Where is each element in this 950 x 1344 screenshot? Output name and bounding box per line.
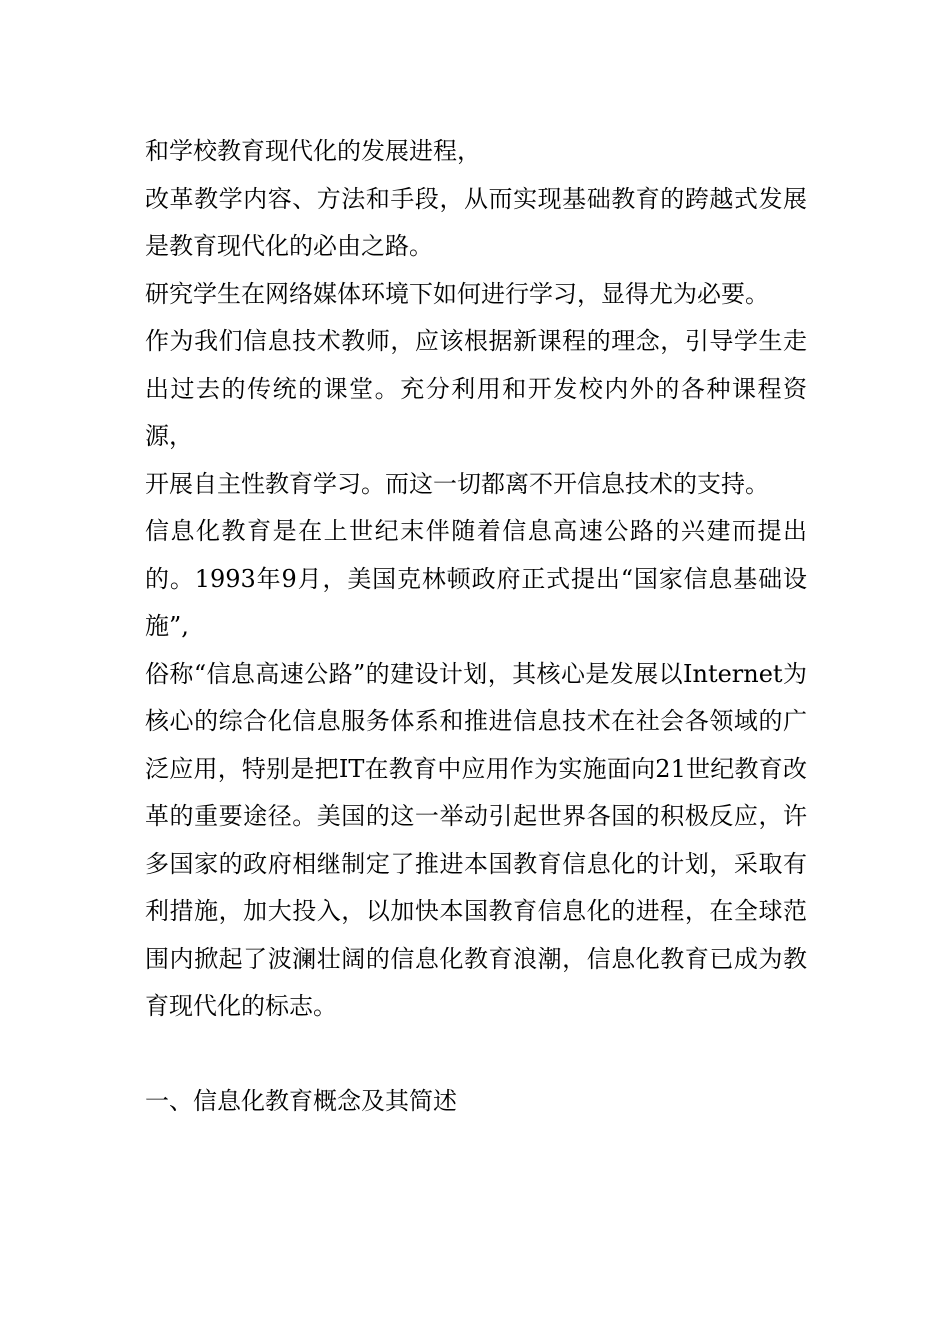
paragraph-4: 作为我们信息技术教师，应该根据新课程的理念，引导学生走出过去的传统的课堂。充分利用和开发校内外的各种课程资源，	[145, 327, 807, 450]
paragraph-3: 研究学生在网络媒体环境下如何进行学习，显得尤为必要。	[145, 279, 769, 308]
paragraph-6: 信息化教育是在上世纪末伴随着信息高速公路的兴建而提出的。1993年9月，美国克林顿政府正式提出“国家信息基础设施”,	[145, 517, 807, 640]
paragraph-5: 开展自主性教育学习。而这一切都离不开信息技术的支持。	[145, 469, 769, 498]
paragraph-7: 俗称“信息高速公路”的建设计划，其核心是发展以Internet为核心的综合化信息服务体系和推进信息技术在社会各领域的广泛应用，特别是把IT在教育中应用作为实施面向21世纪教育改革的重要途径。美国的这一举动引起世界各国的积极反应，许多国家的政府相继制定了推进本国教育信息化的计划，采取有利措施，加大投入，以加快本国教育信息化的进程，在全球范围内掀起了波澜壮阔的信息化教育浪潮，信息化教育已成为教育现代化的标志。	[145, 659, 807, 1020]
document-body	[145, 128, 807, 1126]
section-heading: 一、信息化教育概念及其简述	[145, 1087, 457, 1115]
paragraph-1: 和学校教育现代化的发展进程，	[145, 137, 481, 165]
paragraph-2: 改革教学内容、方法和手段，从而实现基础教育的跨越式发展是教育现代化的必由之路。	[145, 184, 807, 260]
